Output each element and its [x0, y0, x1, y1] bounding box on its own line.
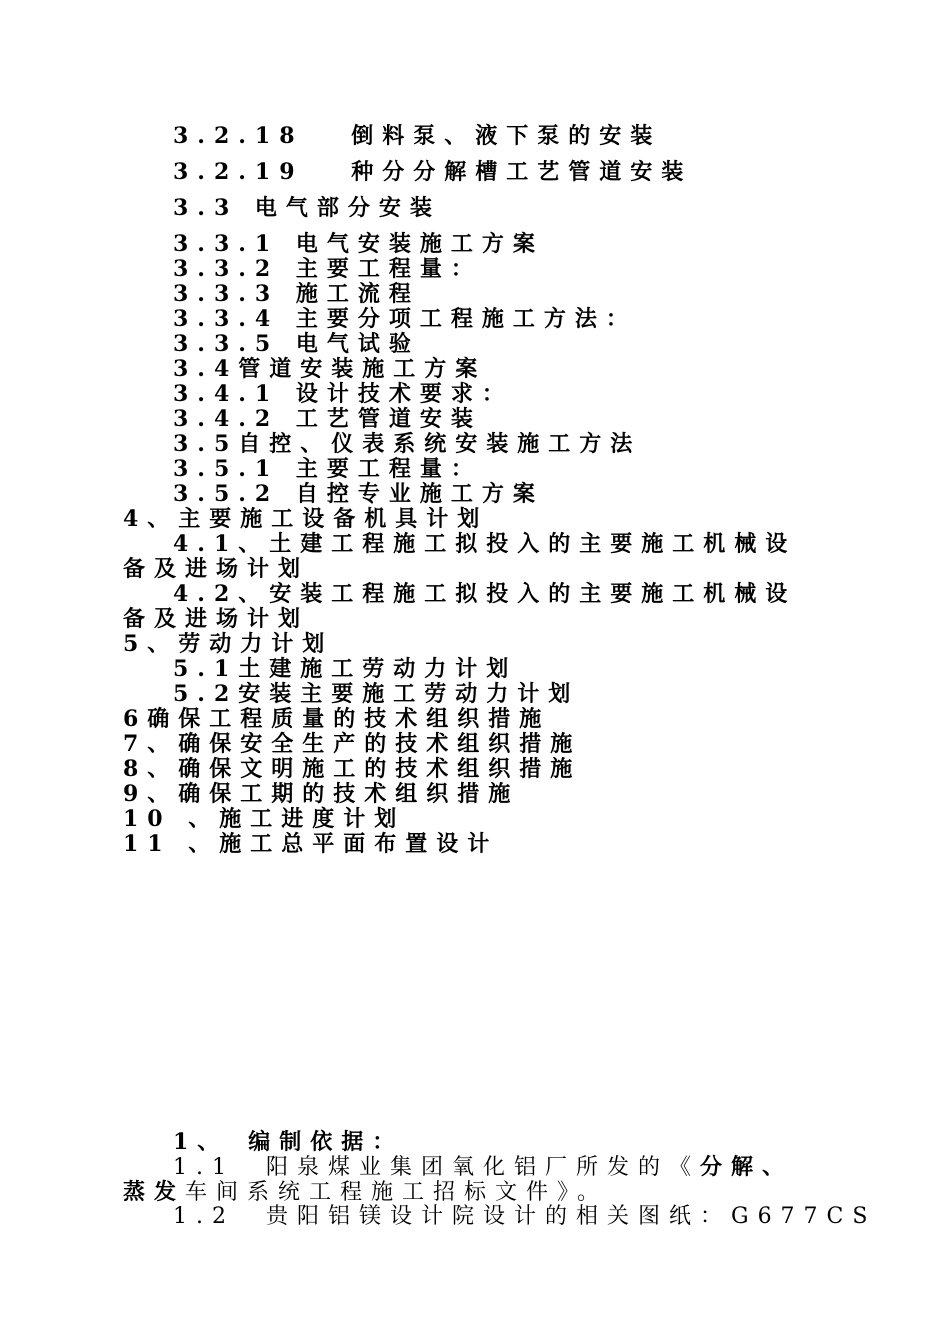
- toc-line: 6确保工程质量的技术组织措施: [123, 706, 551, 732]
- toc-line: 3.2.19 种分分解槽工艺管道安装: [173, 159, 693, 185]
- toc-line: 3.3.5 电气试验: [173, 331, 420, 357]
- toc-line: 3.5.2 自控专业施工方案: [173, 481, 544, 507]
- toc-line: 3.3.1 电气安装施工方案: [173, 231, 544, 257]
- toc-line: 3.4.1 设计技术要求：: [173, 381, 513, 407]
- toc-line: 7、确保安全生产的技术组织措施: [123, 731, 582, 757]
- toc-line: 9、确保工期的技术组织措施: [123, 781, 520, 807]
- toc-line: 4.1、土建工程施工拟投入的主要施工机械设: [173, 531, 797, 557]
- section-heading: 1、 编制依据：: [173, 1129, 404, 1155]
- toc-line: 3.5自控、仪表系统安装施工方法: [173, 431, 642, 457]
- body-text-bold: 蒸发: [123, 1179, 186, 1205]
- toc-line: 5.1土建施工劳动力计划: [173, 656, 518, 682]
- toc-line: 4、主要施工设备机具计划: [123, 506, 489, 532]
- body-text-bold: 分解、: [700, 1154, 794, 1180]
- toc-line: 3.3 电气部分安装: [173, 195, 441, 221]
- toc-line: 3.5.1 主要工程量：: [173, 456, 482, 482]
- toc-line: 3.3.3 施工流程: [173, 281, 420, 307]
- toc-line: 5.2安装主要施工劳动力计划: [173, 681, 580, 707]
- toc-line: 8、确保文明施工的技术组织措施: [123, 756, 582, 782]
- toc-line: 3.4管道安装施工方案: [173, 356, 487, 382]
- toc-line: 4.2、安装工程施工拟投入的主要施工机械设: [173, 581, 797, 607]
- toc-line: 3.3.4 主要分项工程施工方法：: [173, 306, 637, 332]
- toc-line: 3.2.18 倒料泵、液下泵的安装: [173, 123, 662, 149]
- toc-line: 3.4.2 工艺管道安装: [173, 406, 482, 432]
- toc-line: 备及进场计划: [123, 606, 310, 632]
- toc-line: 备及进场计划: [123, 556, 310, 582]
- body-text: 车间系统工程施工招标文件》。: [185, 1180, 609, 1205]
- toc-line: 11 、施工总平面布置设计: [123, 831, 499, 857]
- toc-line: 5、劳动力计划: [123, 631, 334, 657]
- body-line: [123, 1179, 608, 1206]
- toc-line: 3.3.2 主要工程量：: [173, 256, 482, 282]
- body-line: 1.2 贵阳铝镁设计院设计的相关图纸：G677CS: [173, 1204, 877, 1229]
- body-text: 1.1 阳泉煤业集团氧化铝厂所发的《: [173, 1155, 700, 1180]
- body-line: [173, 1154, 793, 1181]
- toc-line: 10 、施工进度计划: [123, 806, 406, 832]
